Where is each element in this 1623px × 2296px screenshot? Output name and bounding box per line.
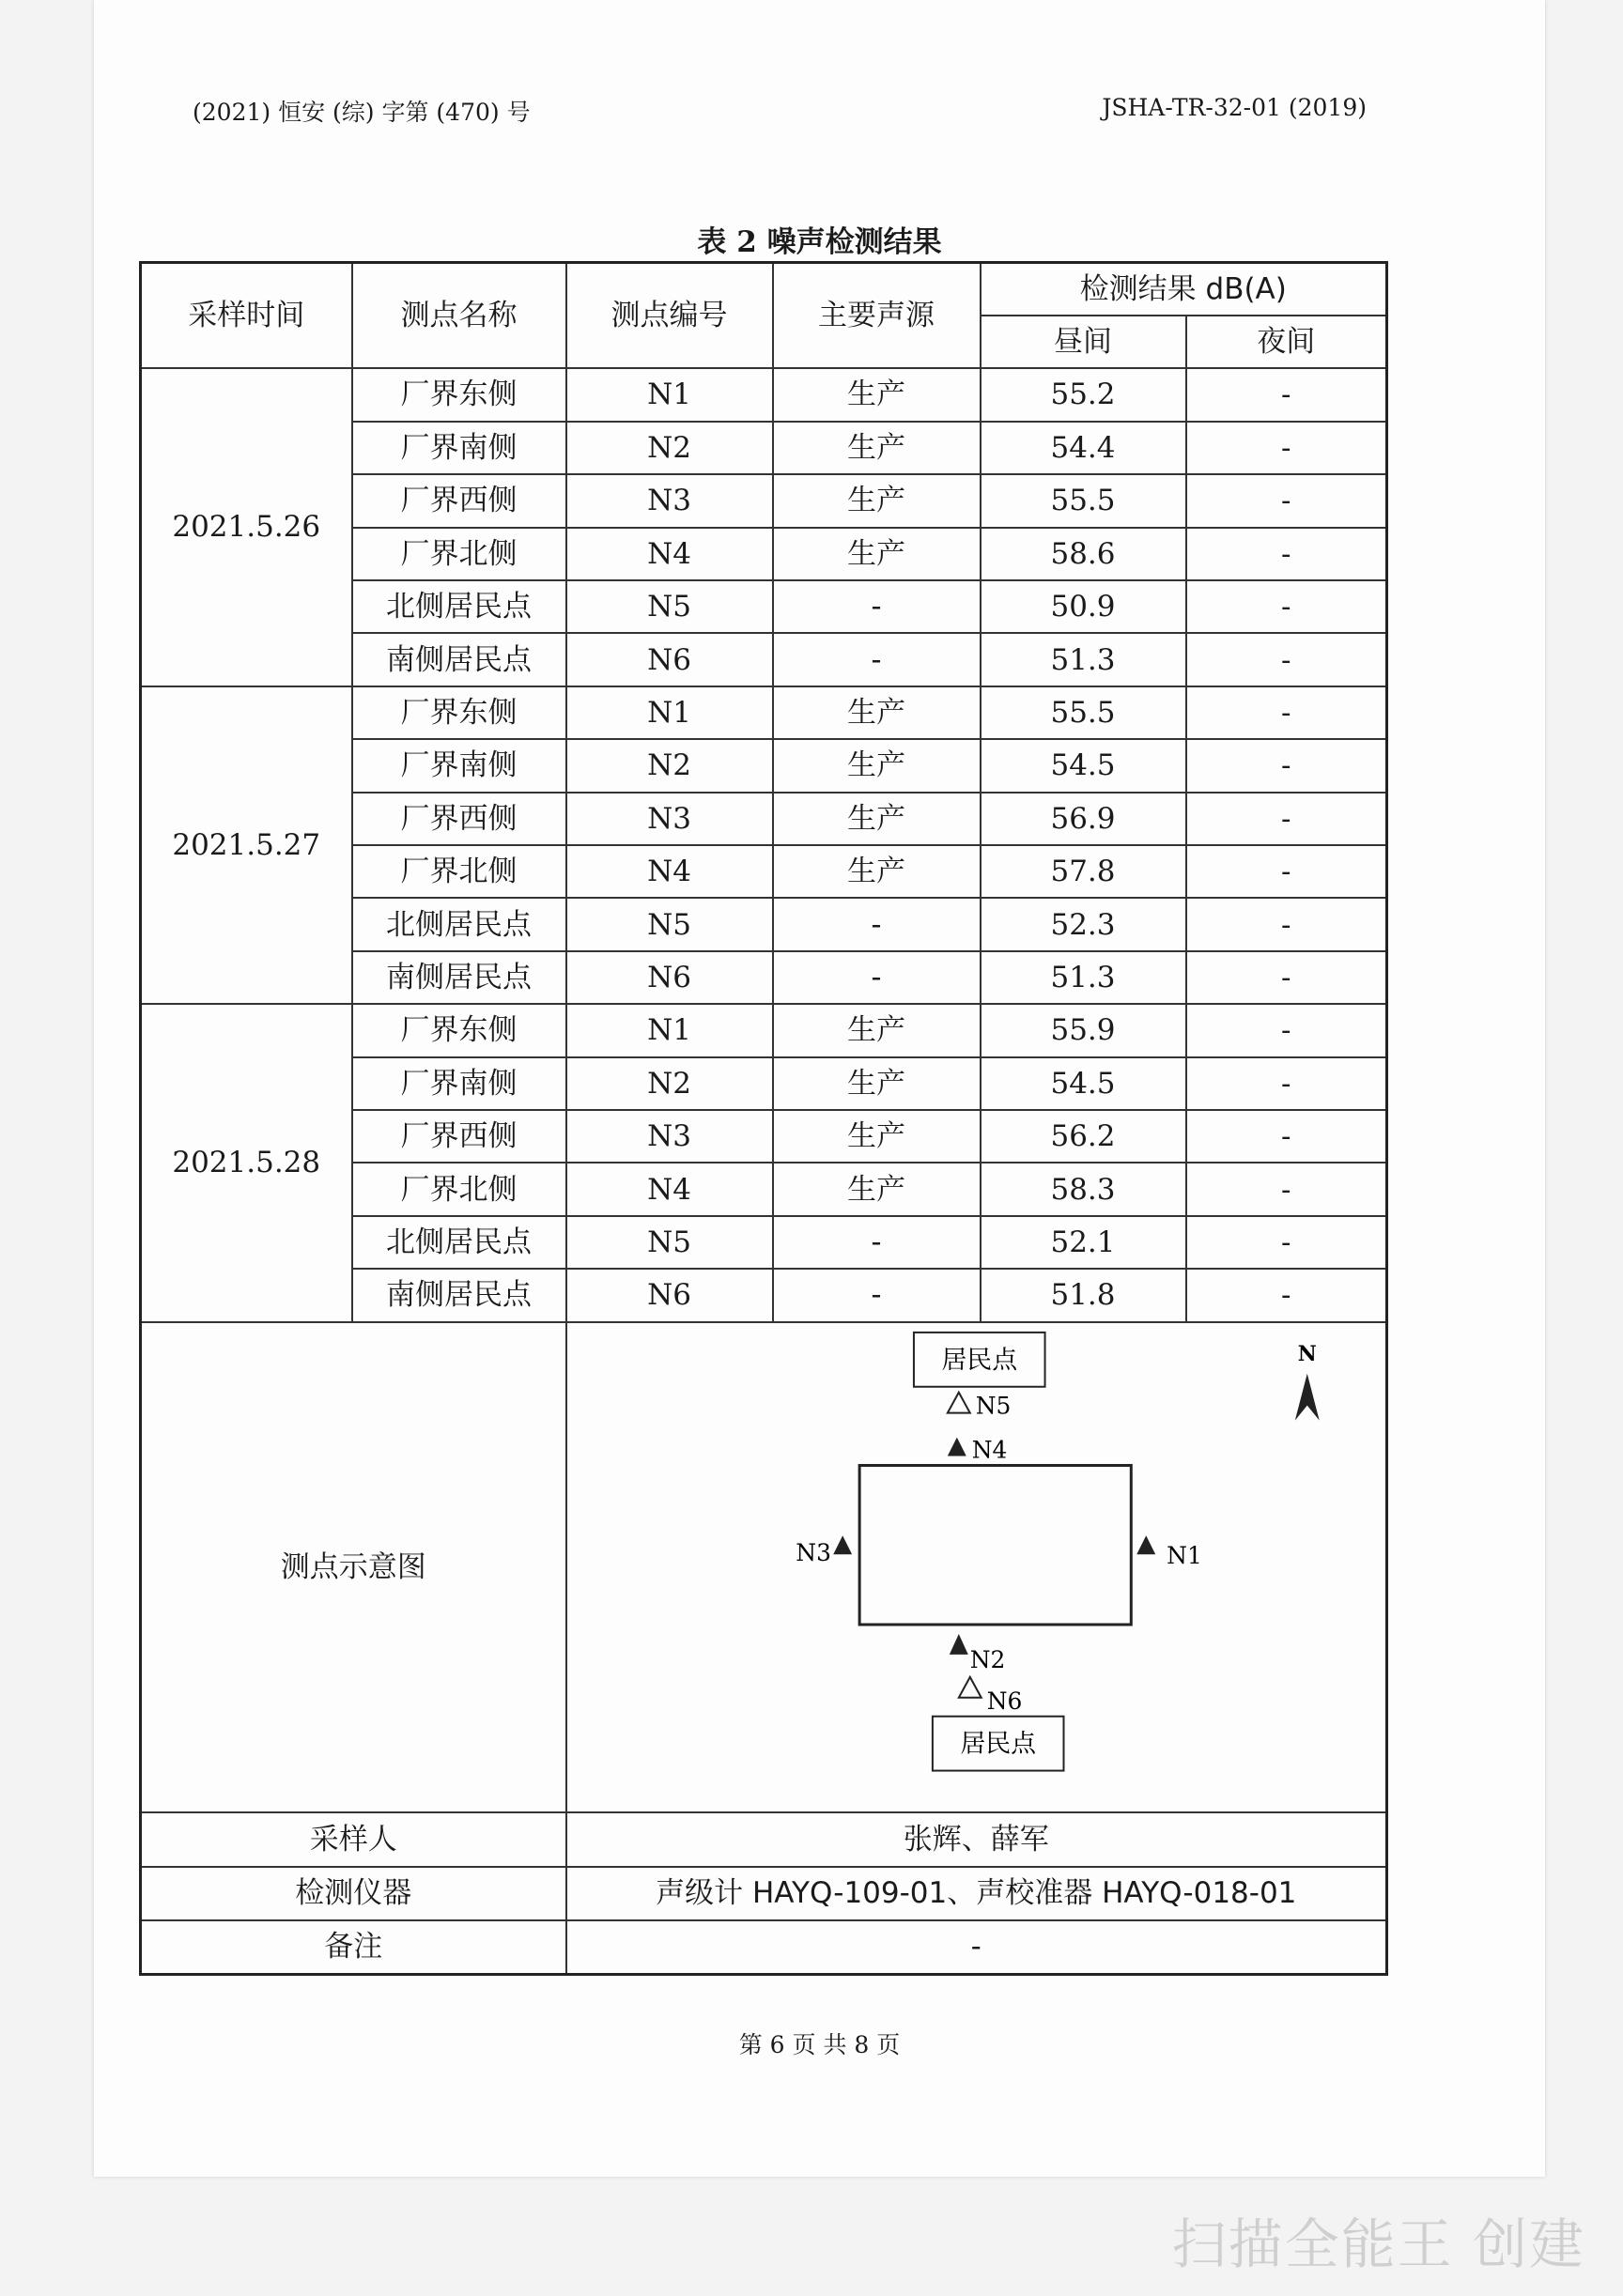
day-value-cell: 50.9 [981, 580, 1186, 633]
instrument-row [141, 1867, 1387, 1920]
header-row-1 [141, 263, 1387, 316]
source-cell: 生产 [773, 528, 981, 580]
sampler-value: 张辉、薛军 [566, 1812, 1387, 1866]
source-cell: - [773, 1269, 981, 1322]
night-value-cell: - [1186, 845, 1387, 898]
point-name-cell: 厂界西侧 [352, 793, 566, 845]
n5-marker-icon [947, 1393, 969, 1413]
point-id-cell: N4 [566, 1163, 773, 1215]
document-number: (2021) 恒安 (综) 字第 (470) 号 [193, 99, 531, 126]
night-value-cell: - [1186, 368, 1387, 421]
diagram-label: 测点示意图 [141, 1322, 566, 1812]
day-value-cell: 57.8 [981, 845, 1186, 898]
residential-north-label: 居民点 [940, 1345, 1017, 1375]
point-id-cell: N1 [566, 1004, 773, 1056]
residential-south-label: 居民点 [959, 1729, 1036, 1759]
n1-label: N1 [1166, 1542, 1202, 1570]
document-page [94, 0, 1545, 2177]
point-name-cell: 厂界东侧 [352, 686, 566, 739]
noise-results-table [139, 261, 1388, 1976]
day-value-cell: 55.5 [981, 474, 1186, 527]
point-name-cell: 厂界北侧 [352, 845, 566, 898]
point-id-cell: N6 [566, 633, 773, 686]
night-value-cell: - [1186, 1004, 1387, 1056]
n6-label: N6 [986, 1687, 1022, 1715]
sampling-date: 2021.5.27 [141, 686, 352, 1004]
measurement-point-diagram [567, 1323, 1386, 1811]
night-value-cell: - [1186, 474, 1387, 527]
source-cell: 生产 [773, 1163, 981, 1215]
source-cell: - [773, 633, 981, 686]
remarks-row [141, 1920, 1387, 1974]
source-cell: 生产 [773, 793, 981, 845]
point-name-cell: 南侧居民点 [352, 633, 566, 686]
point-name-cell: 厂界南侧 [352, 422, 566, 474]
column-header-point-id: 测点编号 [566, 263, 773, 369]
night-value-cell: - [1186, 1057, 1387, 1110]
day-value-cell: 51.3 [981, 633, 1186, 686]
point-id-cell: N2 [566, 1057, 773, 1110]
diagram-row [141, 1322, 1387, 1812]
point-id-cell: N5 [566, 898, 773, 950]
day-value-cell: 55.2 [981, 368, 1186, 421]
page-footer: 第 6 页 共 8 页 [738, 2031, 901, 2058]
source-cell: 生产 [773, 686, 981, 739]
point-id-cell: N4 [566, 528, 773, 580]
instrument-value: 声级计 HAYQ-109-01、声校准器 HAYQ-018-01 [566, 1867, 1387, 1920]
day-value-cell: 52.3 [981, 898, 1186, 950]
remarks-value: - [566, 1920, 1387, 1974]
night-value-cell: - [1186, 686, 1387, 739]
plant-boundary [859, 1465, 1131, 1625]
n2-label: N2 [969, 1645, 1005, 1673]
scanner-watermark: 扫描全能王 创建 [1171, 2212, 1585, 2276]
point-name-cell: 南侧居民点 [352, 951, 566, 1004]
table-title: 表 2 噪声检测结果 [697, 225, 942, 259]
source-cell: - [773, 951, 981, 1004]
column-header-night: 夜间 [1186, 316, 1387, 368]
point-id-cell: N2 [566, 739, 773, 792]
night-value-cell: - [1186, 739, 1387, 792]
point-id-cell: N6 [566, 951, 773, 1004]
point-id-cell: N3 [566, 474, 773, 527]
day-value-cell: 55.9 [981, 1004, 1186, 1056]
source-cell: - [773, 898, 981, 950]
source-cell: 生产 [773, 422, 981, 474]
day-value-cell: 55.5 [981, 686, 1186, 739]
n3-marker-icon [833, 1535, 852, 1554]
instrument-label: 检测仪器 [141, 1867, 566, 1920]
day-value-cell: 51.3 [981, 951, 1186, 1004]
table-row [141, 368, 1387, 421]
north-arrow-icon [1294, 1374, 1319, 1421]
n5-label: N5 [975, 1392, 1011, 1420]
night-value-cell: - [1186, 793, 1387, 845]
night-value-cell: - [1186, 528, 1387, 580]
point-name-cell: 厂界南侧 [352, 739, 566, 792]
point-name-cell: 厂界北侧 [352, 528, 566, 580]
n1-marker-icon [1136, 1535, 1155, 1554]
point-name-cell: 厂界西侧 [352, 1110, 566, 1163]
day-value-cell: 58.3 [981, 1163, 1186, 1215]
point-id-cell: N5 [566, 580, 773, 633]
night-value-cell: - [1186, 1163, 1387, 1215]
day-value-cell: 56.9 [981, 793, 1186, 845]
source-cell: 生产 [773, 845, 981, 898]
night-value-cell: - [1186, 633, 1387, 686]
point-id-cell: N6 [566, 1269, 773, 1322]
source-cell: 生产 [773, 1110, 981, 1163]
point-id-cell: N5 [566, 1216, 773, 1269]
form-code: JSHA-TR-32-01 (2019) [1102, 94, 1367, 121]
source-cell: 生产 [773, 739, 981, 792]
night-value-cell: - [1186, 580, 1387, 633]
day-value-cell: 51.8 [981, 1269, 1186, 1322]
point-id-cell: N3 [566, 1110, 773, 1163]
day-value-cell: 54.5 [981, 739, 1186, 792]
sampler-label: 采样人 [141, 1812, 566, 1866]
night-value-cell: - [1186, 1216, 1387, 1269]
column-header-source: 主要声源 [773, 263, 981, 369]
source-cell: 生产 [773, 1057, 981, 1110]
night-value-cell: - [1186, 1269, 1387, 1322]
n3-label: N3 [795, 1539, 831, 1567]
day-value-cell: 54.5 [981, 1057, 1186, 1110]
n4-label: N4 [971, 1436, 1007, 1464]
table-row [141, 686, 1387, 739]
point-name-cell: 南侧居民点 [352, 1269, 566, 1322]
sampler-row [141, 1812, 1387, 1866]
point-name-cell: 厂界东侧 [352, 368, 566, 421]
column-header-result: 检测结果 dB(A) [981, 263, 1387, 316]
source-cell: - [773, 580, 981, 633]
source-cell: - [773, 1216, 981, 1269]
point-name-cell: 北侧居民点 [352, 898, 566, 950]
table-row [141, 1004, 1387, 1056]
point-name-cell: 厂界东侧 [352, 1004, 566, 1056]
point-name-cell: 厂界南侧 [352, 1057, 566, 1110]
point-id-cell: N4 [566, 845, 773, 898]
point-id-cell: N2 [566, 422, 773, 474]
day-value-cell: 58.6 [981, 528, 1186, 580]
remarks-label: 备注 [141, 1920, 566, 1974]
source-cell: 生产 [773, 474, 981, 527]
point-id-cell: N3 [566, 793, 773, 845]
source-cell: 生产 [773, 1004, 981, 1056]
n2-marker-icon [949, 1634, 967, 1655]
point-name-cell: 北侧居民点 [352, 580, 566, 633]
point-id-cell: N1 [566, 368, 773, 421]
point-name-cell: 北侧居民点 [352, 1216, 566, 1269]
night-value-cell: - [1186, 898, 1387, 950]
day-value-cell: 54.4 [981, 422, 1186, 474]
sampling-date: 2021.5.28 [141, 1004, 352, 1322]
diagram-cell [566, 1322, 1387, 1812]
day-value-cell: 56.2 [981, 1110, 1186, 1163]
n6-marker-icon [958, 1677, 981, 1698]
night-value-cell: - [1186, 422, 1387, 474]
night-value-cell: - [1186, 951, 1387, 1004]
point-name-cell: 厂界北侧 [352, 1163, 566, 1215]
point-name-cell: 厂界西侧 [352, 474, 566, 527]
sampling-date: 2021.5.26 [141, 368, 352, 686]
column-header-day: 昼间 [981, 316, 1186, 368]
day-value-cell: 52.1 [981, 1216, 1186, 1269]
n4-marker-icon [947, 1437, 966, 1456]
north-label: N [1297, 1341, 1317, 1366]
night-value-cell: - [1186, 1110, 1387, 1163]
point-id-cell: N1 [566, 686, 773, 739]
source-cell: 生产 [773, 368, 981, 421]
column-header-time: 采样时间 [141, 263, 352, 369]
column-header-point-name: 测点名称 [352, 263, 566, 369]
